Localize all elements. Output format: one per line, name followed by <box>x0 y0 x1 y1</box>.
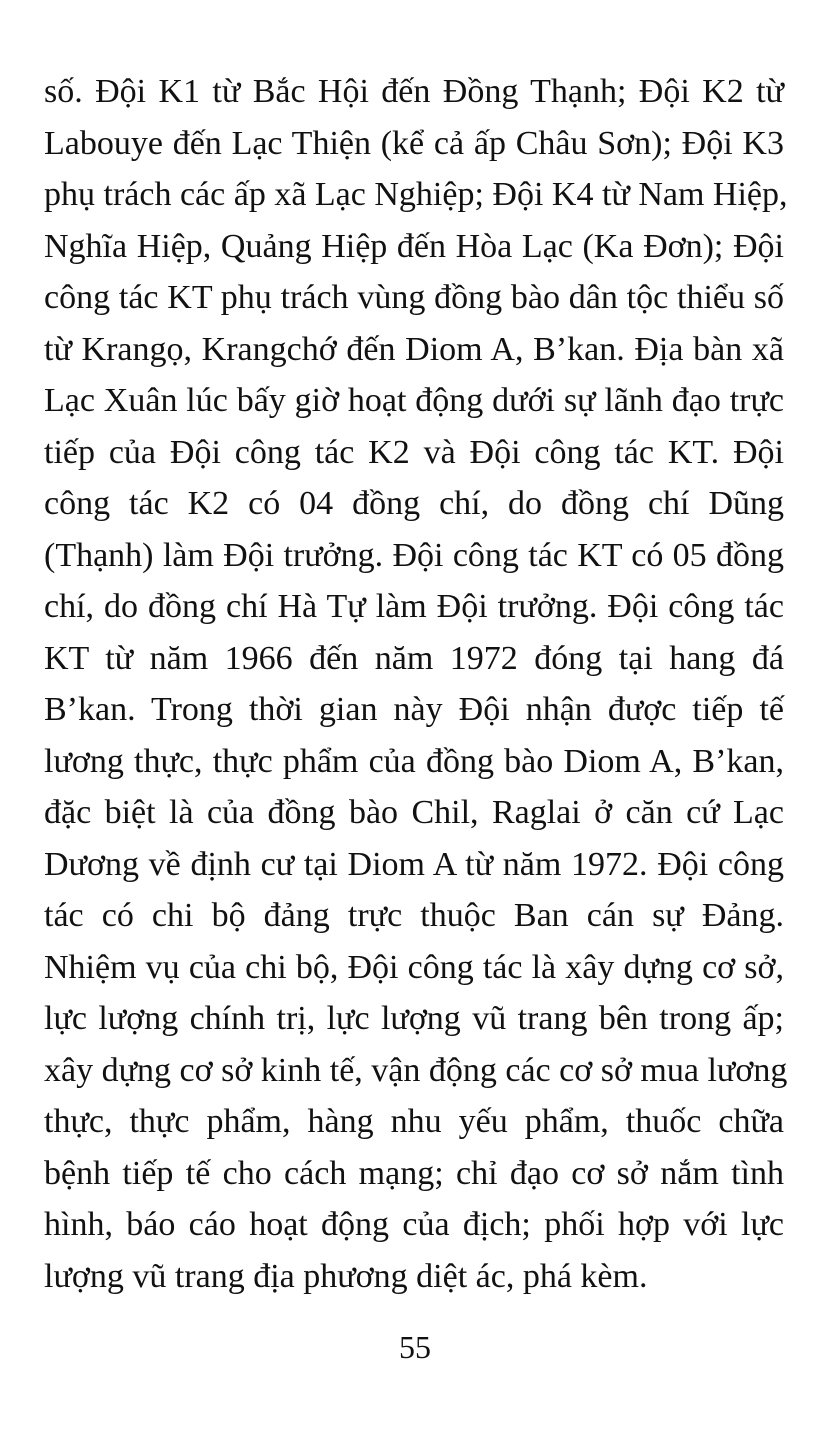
text-line: chí, do đồng chí Hà Tự làm Đội trưởng. Đội công tác <box>44 588 784 625</box>
text-line: lực lượng chính trị, lực lượng vũ trang bên trong ấp; <box>44 1000 784 1037</box>
text-line: Nghĩa Hiệp, Quảng Hiệp đến Hòa Lạc (Ka Đơn); Đội <box>44 227 784 265</box>
text-line: công tác K2 có 04 đồng chí, do đồng chí Dũng <box>44 485 784 522</box>
text-line-last: lượng vũ trang địa phương diệt ác, phá kèm. <box>44 1257 648 1295</box>
text-line: tác có chi bộ đảng trực thuộc Ban cán sự Đảng. <box>44 897 784 934</box>
text-line: từ Krangọ, Krangchớ đến Diom A, B’kan. Địa bàn xã <box>44 330 784 368</box>
text-line: Labouye đến Lạc Thiện (kể cả ấp Châu Sơn); Đội K3 <box>44 124 784 162</box>
text-line: lương thực, thực phẩm của đồng bào Diom A, B’kan, <box>44 742 784 780</box>
text-line: phụ trách các ấp xã Lạc Nghiệp; Đội K4 từ Nam Hiệp, <box>44 176 788 213</box>
text-line: KT từ năm 1966 đến năm 1972 đóng tại hang đá <box>44 639 784 677</box>
text-line: tiếp của Đội công tác K2 và Đội công tác KT. Đội <box>44 433 784 471</box>
text-line: Nhiệm vụ của chi bộ, Đội công tác là xây dựng cơ sở, <box>44 948 784 986</box>
text-line: công tác KT phụ trách vùng đồng bào dân tộc thiểu số <box>44 279 784 316</box>
text-line: B’kan. Trong thời gian này Đội nhận được tiếp tế <box>44 691 784 728</box>
text-line: số. Đội K1 từ Bắc Hội đến Đồng Thạnh; Đội K2 từ <box>44 73 784 110</box>
text-line: bệnh tiếp tế cho cách mạng; chỉ đạo cơ sở nắm tình <box>44 1154 784 1192</box>
text-line: hình, báo cáo hoạt động của địch; phối hợp với lực <box>44 1206 784 1243</box>
text-line: Lạc Xuân lúc bấy giờ hoạt động dưới sự lãnh đạo trực <box>44 382 784 419</box>
page-number: 55 <box>399 1329 431 1365</box>
text-line: thực, thực phẩm, hàng nhu yếu phẩm, thuốc chữa <box>44 1103 784 1140</box>
text-line: đặc biệt là của đồng bào Chil, Raglai ở căn cứ Lạc <box>44 794 784 831</box>
text-line: Dương về định cư tại Diom A từ năm 1972. Đội công <box>44 845 784 883</box>
text-line: (Thạnh) làm Đội trưởng. Đội công tác KT có 05 đồng <box>44 536 784 574</box>
body-text <box>44 66 788 1302</box>
text-line: xây dựng cơ sở kinh tế, vận động các cơ sở mua lương <box>44 1051 788 1089</box>
